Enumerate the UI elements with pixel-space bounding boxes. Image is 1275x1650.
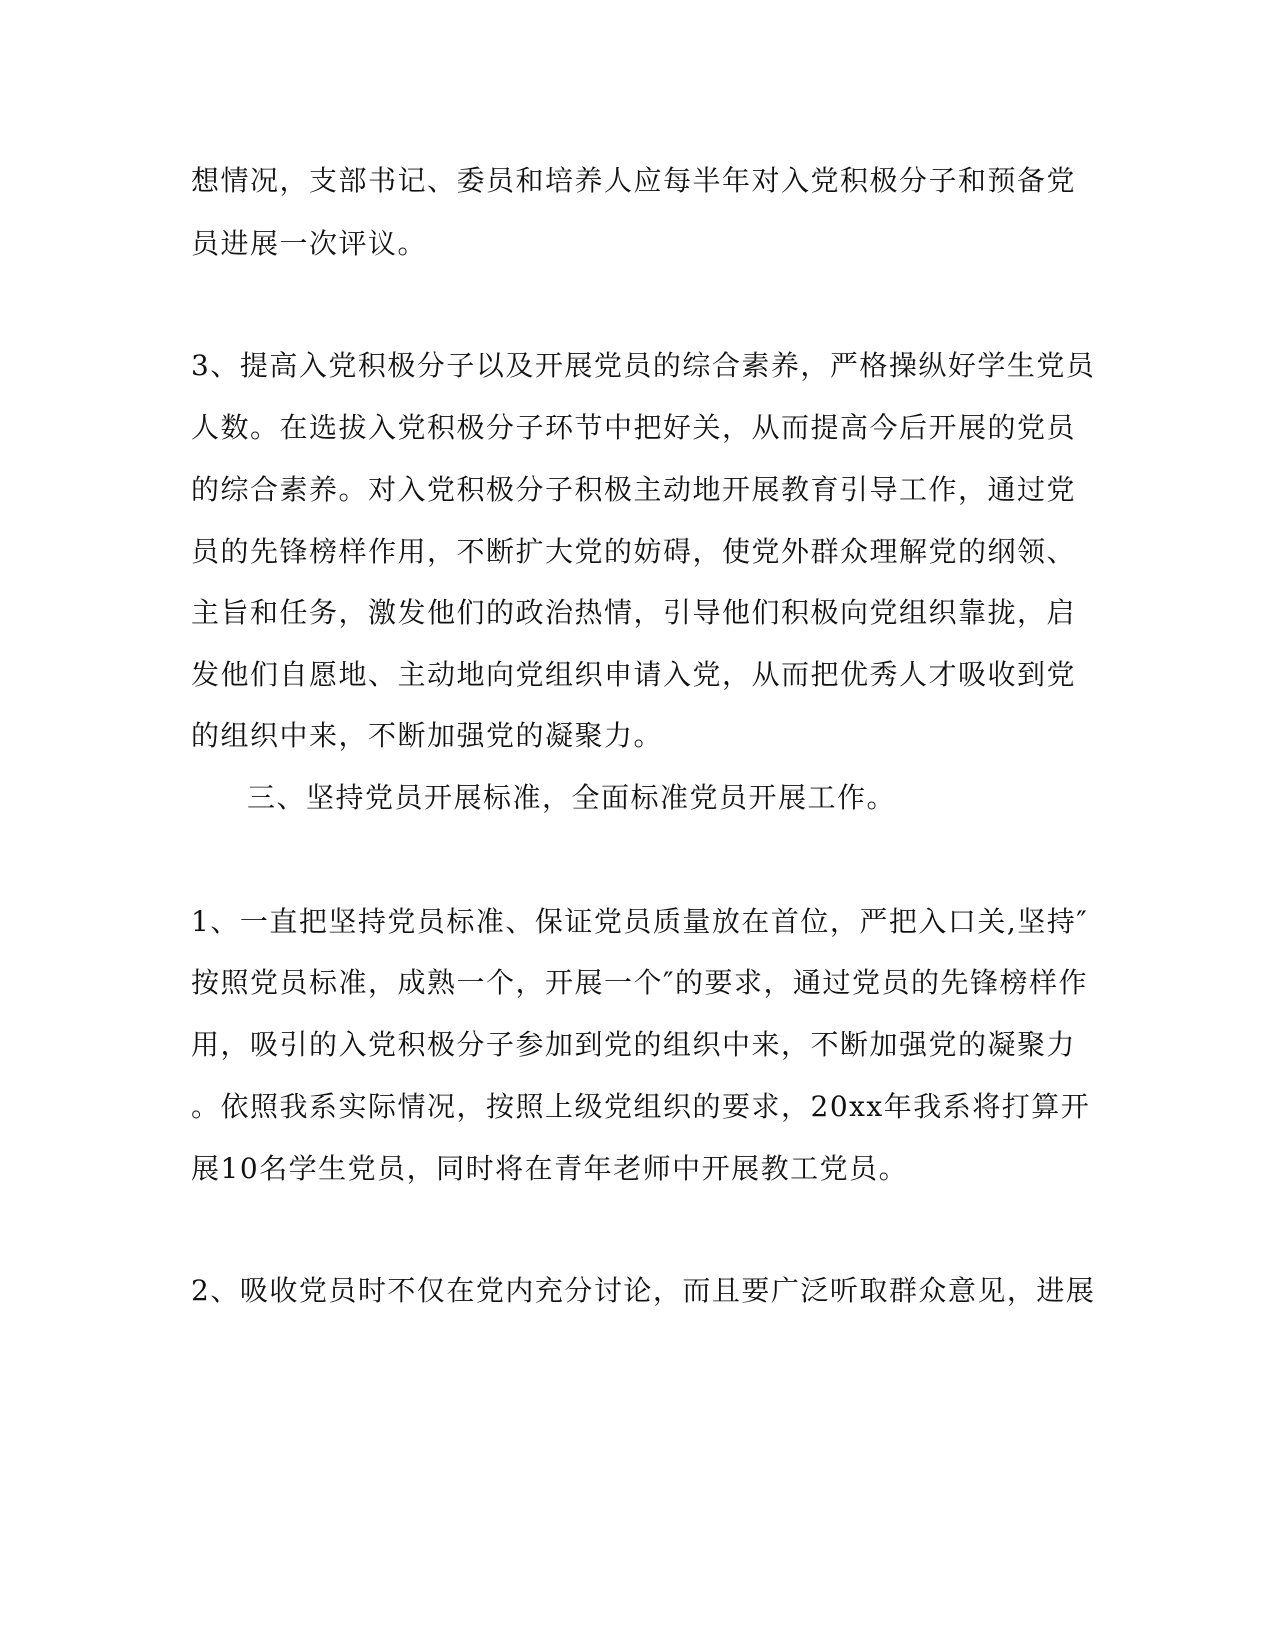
text-line: 按照党员标准，成熟一个，开展一个″的要求，通过党员的先锋榜样作 [191,966,1088,999]
text-line: 人数。在选拔入党积极分子环节中把好关，从而提高今后开展的党员 [191,411,1077,444]
text-line: 发他们自愿地、主动地向党组织申请入党，从而把优秀人才吸收到党 [191,658,1077,691]
text-line: 员进展一次评议。 [191,227,428,260]
text-line: 的组织中来，不断加强党的凝聚力。 [191,719,664,752]
section-heading: 三、坚持党员开展标准，全面标准党员开展工作。 [247,781,897,814]
text-line: 员的先锋榜样作用，不断扩大党的妨碍，使党外群众理解党的纲领、 [191,535,1077,568]
text-line: 1、一直把坚持党员标准、保证党员质量放在首位，严把入口关,坚持″ [191,905,1089,938]
text-line: 3、提高入党积极分子以及开展党员的综合素养，严格操纵好学生党员 [191,349,1096,382]
text-line: 用，吸引的入党积极分子参加到党的组织中来，不断加强党的凝聚力 [191,1028,1077,1061]
text-line: 。依照我系实际情况，按照上级党组织的要求，20xx年我系将打算开 [191,1090,1091,1123]
text-line: 想情况，支部书记、委员和培养人应每半年对入党积极分子和预备党 [191,164,1077,197]
text-line: 主旨和任务，激发他们的政治热情，引导他们积极向党组织靠拢，启 [191,596,1077,629]
text-line: 展10名学生党员，同时将在青年老师中开展教工党员。 [191,1152,909,1185]
text-line: 2、吸收党员时不仅在党内充分讨论，而且要广泛听取群众意见，进展 [191,1274,1096,1307]
text-line: 的综合素养。对入党积极分子积极主动地开展教育引导工作，通过党 [191,473,1077,506]
